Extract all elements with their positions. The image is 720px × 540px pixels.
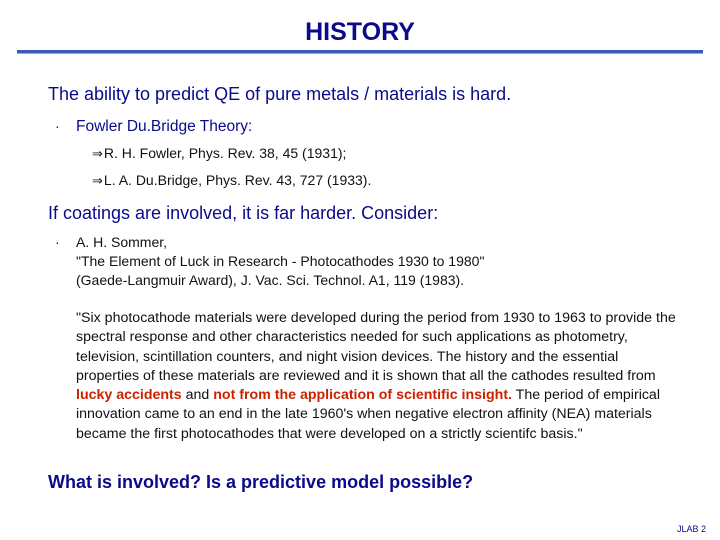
bullet-marker: · xyxy=(55,118,60,134)
slide-title: HISTORY xyxy=(305,18,415,46)
slide-footer: JLAB 2 xyxy=(676,524,706,534)
sommer-quote xyxy=(76,309,676,444)
coatings-statement: If coatings are involved, it is far harder. Consider: xyxy=(48,203,439,223)
sommer-reference-line: A. H. Sommer, xyxy=(76,234,168,250)
fowler-dubridge-label: Fowler Du.Bridge Theory: xyxy=(76,118,253,135)
intro-statement: The ability to predict QE of pure metals / materials is hard. xyxy=(48,84,512,104)
reference-line xyxy=(92,172,371,189)
quote-text: The period of empirical innovation came to an end in the late 1960's when negative electron affinity (NEA) materials became the first photocathodes that were developed on a strictly scientifc basis." xyxy=(76,387,660,442)
implies-arrow-icon: ⇒ xyxy=(92,147,103,162)
bullet-marker: · xyxy=(55,234,60,250)
highlight-lucky-accidents: lucky accidents xyxy=(76,387,182,404)
highlight-not-scientific: not from the application of scientific insight. xyxy=(213,387,512,404)
reference-text: R. H. Fowler, Phys. Rev. 38, 45 (1931); xyxy=(103,145,347,161)
reference-line xyxy=(92,145,346,162)
closing-question: What is involved? Is a predictive model possible? xyxy=(48,472,474,492)
reference-text: L. A. Du.Bridge, Phys. Rev. 43, 727 (1933). xyxy=(103,172,372,188)
sommer-reference-line: "The Element of Luck in Research - Photocathodes 1930 to 1980" xyxy=(76,253,485,269)
sommer-reference-line: (Gaede-Langmuir Award), J. Vac. Sci. Technol. A1, 119 (1983). xyxy=(76,272,465,288)
quote-text: and xyxy=(181,387,214,404)
title-underline xyxy=(17,50,703,54)
quote-text: "Six photocathode materials were developed during the period from 1930 to 1963 to provide the spectral response and other characteristics needed for such applications as photometry, television, scintillation counters, and night vision devices. The history and the essential properties of these materials are reviewed and it is shown that all the cathodes resulted from xyxy=(76,310,676,384)
implies-arrow-icon: ⇒ xyxy=(92,174,103,189)
